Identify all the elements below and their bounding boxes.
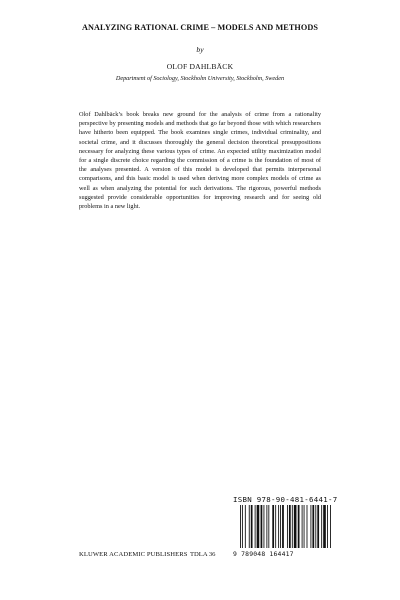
- barcode-bar: [307, 505, 308, 548]
- author-affiliation: Department of Sociology, Stockholm University, Stockholm, Sweden: [115, 75, 285, 82]
- barcode-bar: [292, 505, 293, 548]
- barcode-bar: [323, 505, 326, 548]
- barcode-bar: [282, 505, 284, 548]
- barcode-icon: [240, 505, 332, 548]
- barcode-bar: [289, 505, 291, 548]
- barcode-bar: [302, 505, 303, 548]
- barcode-bar: [255, 505, 256, 548]
- barcode-bar: [312, 505, 314, 548]
- barcode-bar: [280, 505, 281, 548]
- barcode-bar: [263, 505, 264, 548]
- barcode-bar: [304, 505, 305, 548]
- barcode-bar: [315, 505, 316, 548]
- barcode-bar: [287, 505, 288, 548]
- book-title: ANALYZING RATIONAL CRIME – MODELS AND METHODS: [81, 23, 319, 32]
- barcode-bar: [294, 505, 297, 548]
- barcode-bar: [298, 505, 300, 548]
- barcode-bar: [257, 505, 260, 548]
- barcode-bar: [242, 505, 243, 548]
- by-line: by: [196, 45, 204, 54]
- barcode-bar: [249, 505, 250, 548]
- barcode-bar: [275, 505, 276, 548]
- barcode-bar: [245, 505, 246, 548]
- isbn-label: ISBN 978-90-481-6441-7: [233, 495, 338, 504]
- barcode-bar: [327, 505, 328, 548]
- barcode-bar: [240, 505, 241, 548]
- barcode-bar: [278, 505, 279, 548]
- barcode-number: 9 789048 164417: [233, 550, 294, 558]
- barcode-bar: [321, 505, 322, 548]
- publisher-name: KLUWER ACADEMIC PUBLISHERS: [79, 551, 188, 558]
- book-description: Olof Dahlbäck’s book breaks new ground for the analysis of crime from a rationality perspective by presenting models and methods that go far beyond those with which researchers have hitherto been equipped. The book examines single crimes, individual criminality, and societal crime, and it discusses thoroughly the general decision theoretical presuppositions necessary for analyzing these various types of crime. An expected utility maximization model for a single discrete choice regarding the commission of a crime is the foundation of most of the analyses presented. A version of this model is developed that permits interpersonal comparisons, and this basic model is used when deriving more complex models of crime as well as when analyzing the potential for such derivations. The rigorous, powerful methods suggested provide considerable opportunities for improving research and for seeing old problems in a new light.: [79, 111, 321, 211]
- barcode-bar: [317, 505, 319, 548]
- barcode-bar: [272, 505, 274, 548]
- barcode-bar: [310, 505, 311, 548]
- barcode-bar: [251, 505, 253, 548]
- barcode-bar: [266, 505, 267, 548]
- series-code: TDLA 36: [190, 551, 216, 558]
- barcode-bar: [261, 505, 263, 548]
- author-name: OLOF DAHLBÄCK: [166, 62, 234, 71]
- barcode-bar: [330, 505, 331, 548]
- barcode-bar: [268, 505, 269, 548]
